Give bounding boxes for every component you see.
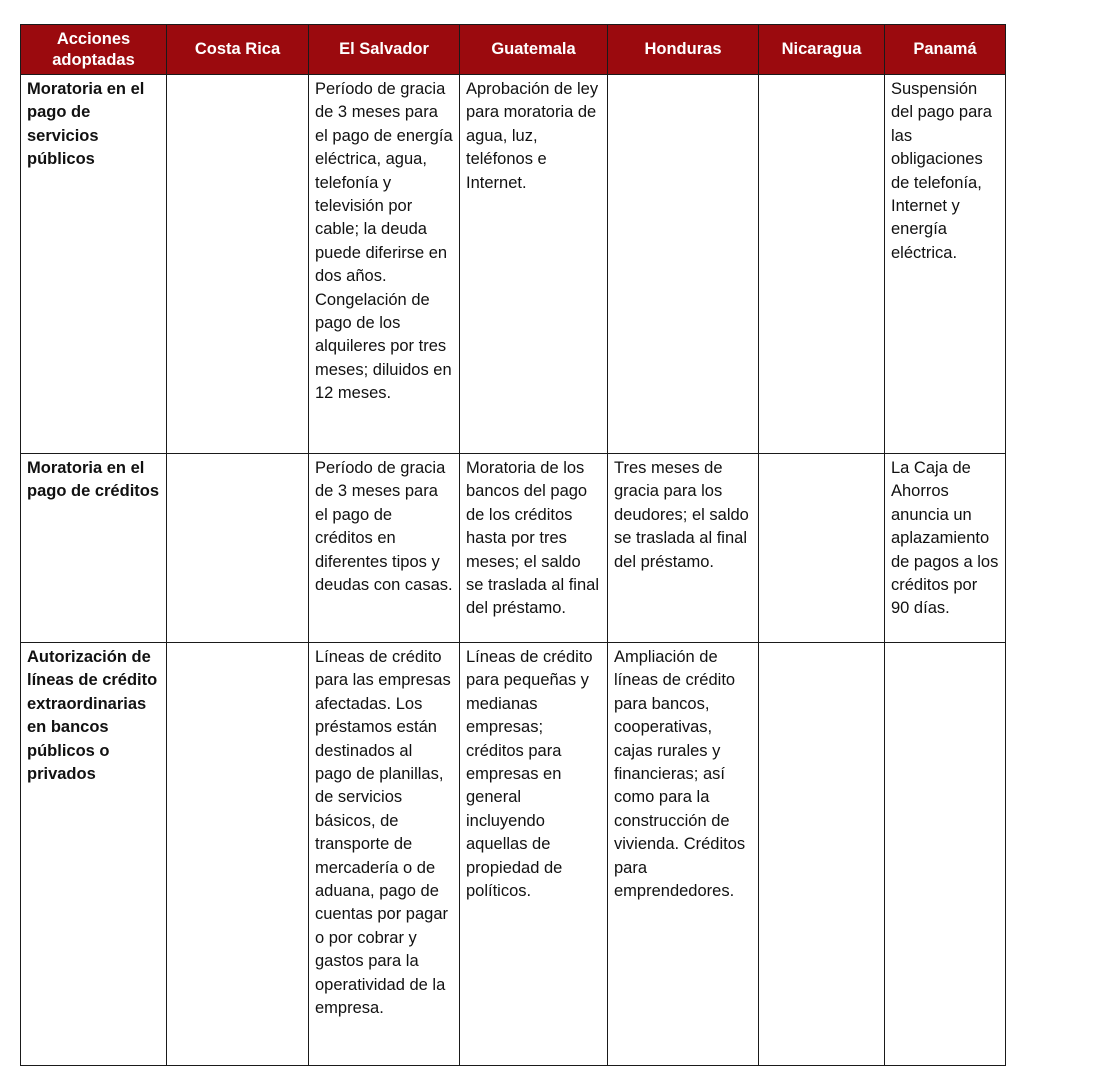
cell-el-salvador: Líneas de crédito para las empresas afectadas. Los préstamos están destinados al pago de planillas, de servicios básicos, de transporte de mercadería o de aduana, pago de cuentas por pagar o por cobrar y gastos para la operatividad de la empresa. (309, 643, 460, 1066)
cell-honduras (608, 75, 759, 454)
cell-el-salvador: Período de gracia de 3 meses para el pago de créditos en diferentes tipos y deudas con casas. (309, 454, 460, 643)
header-costa-rica: Costa Rica (167, 25, 309, 75)
cell-costa-rica (167, 643, 309, 1066)
cell-honduras: Ampliación de líneas de crédito para bancos, cooperativas, cajas rurales y financieras; así como para la construcción de vivienda. Créditos para emprendedores. (608, 643, 759, 1066)
cell-panama: La Caja de Ahorros anuncia un aplazamiento de pagos a los créditos por 90 días. (885, 454, 1006, 643)
row-action-label: Autorización de líneas de crédito extraordinarias en bancos públicos o privados (21, 643, 167, 1066)
cell-panama (885, 643, 1006, 1066)
cell-costa-rica (167, 454, 309, 643)
table-row (21, 454, 1006, 643)
header-el-salvador: El Salvador (309, 25, 460, 75)
header-guatemala: Guatemala (460, 25, 608, 75)
cell-guatemala: Aprobación de ley para moratoria de agua, luz, teléfonos e Internet. (460, 75, 608, 454)
header-nicaragua: Nicaragua (759, 25, 885, 75)
header-panama: Panamá (885, 25, 1006, 75)
cell-guatemala: Moratoria de los bancos del pago de los créditos hasta por tres meses; el saldo se traslada al final del préstamo. (460, 454, 608, 643)
cell-honduras: Tres meses de gracia para los deudores; el saldo se traslada al final del préstamo. (608, 454, 759, 643)
header-row (21, 25, 1006, 75)
cell-guatemala: Líneas de crédito para pequeñas y medianas empresas; créditos para empresas en general incluyendo aquellas de propiedad de políticos. (460, 643, 608, 1066)
cell-costa-rica (167, 75, 309, 454)
cell-nicaragua (759, 643, 885, 1066)
cell-nicaragua (759, 75, 885, 454)
cell-panama: Suspensión del pago para las obligaciones de telefonía, Internet y energía eléctrica. (885, 75, 1006, 454)
policy-measures-table (20, 24, 1006, 1066)
header-honduras: Honduras (608, 25, 759, 75)
table-row (21, 643, 1006, 1066)
cell-nicaragua (759, 454, 885, 643)
cell-el-salvador: Período de gracia de 3 meses para el pago de energía eléctrica, agua, telefonía y televisión por cable; la deuda puede diferirse en dos años. Congelación de pago de los alquileres por tres meses; diluidos en 12 meses. (309, 75, 460, 454)
row-action-label: Moratoria en el pago de servicios públicos (21, 75, 167, 454)
table-row (21, 75, 1006, 454)
header-acciones: Acciones adoptadas (21, 25, 167, 75)
row-action-label: Moratoria en el pago de créditos (21, 454, 167, 643)
